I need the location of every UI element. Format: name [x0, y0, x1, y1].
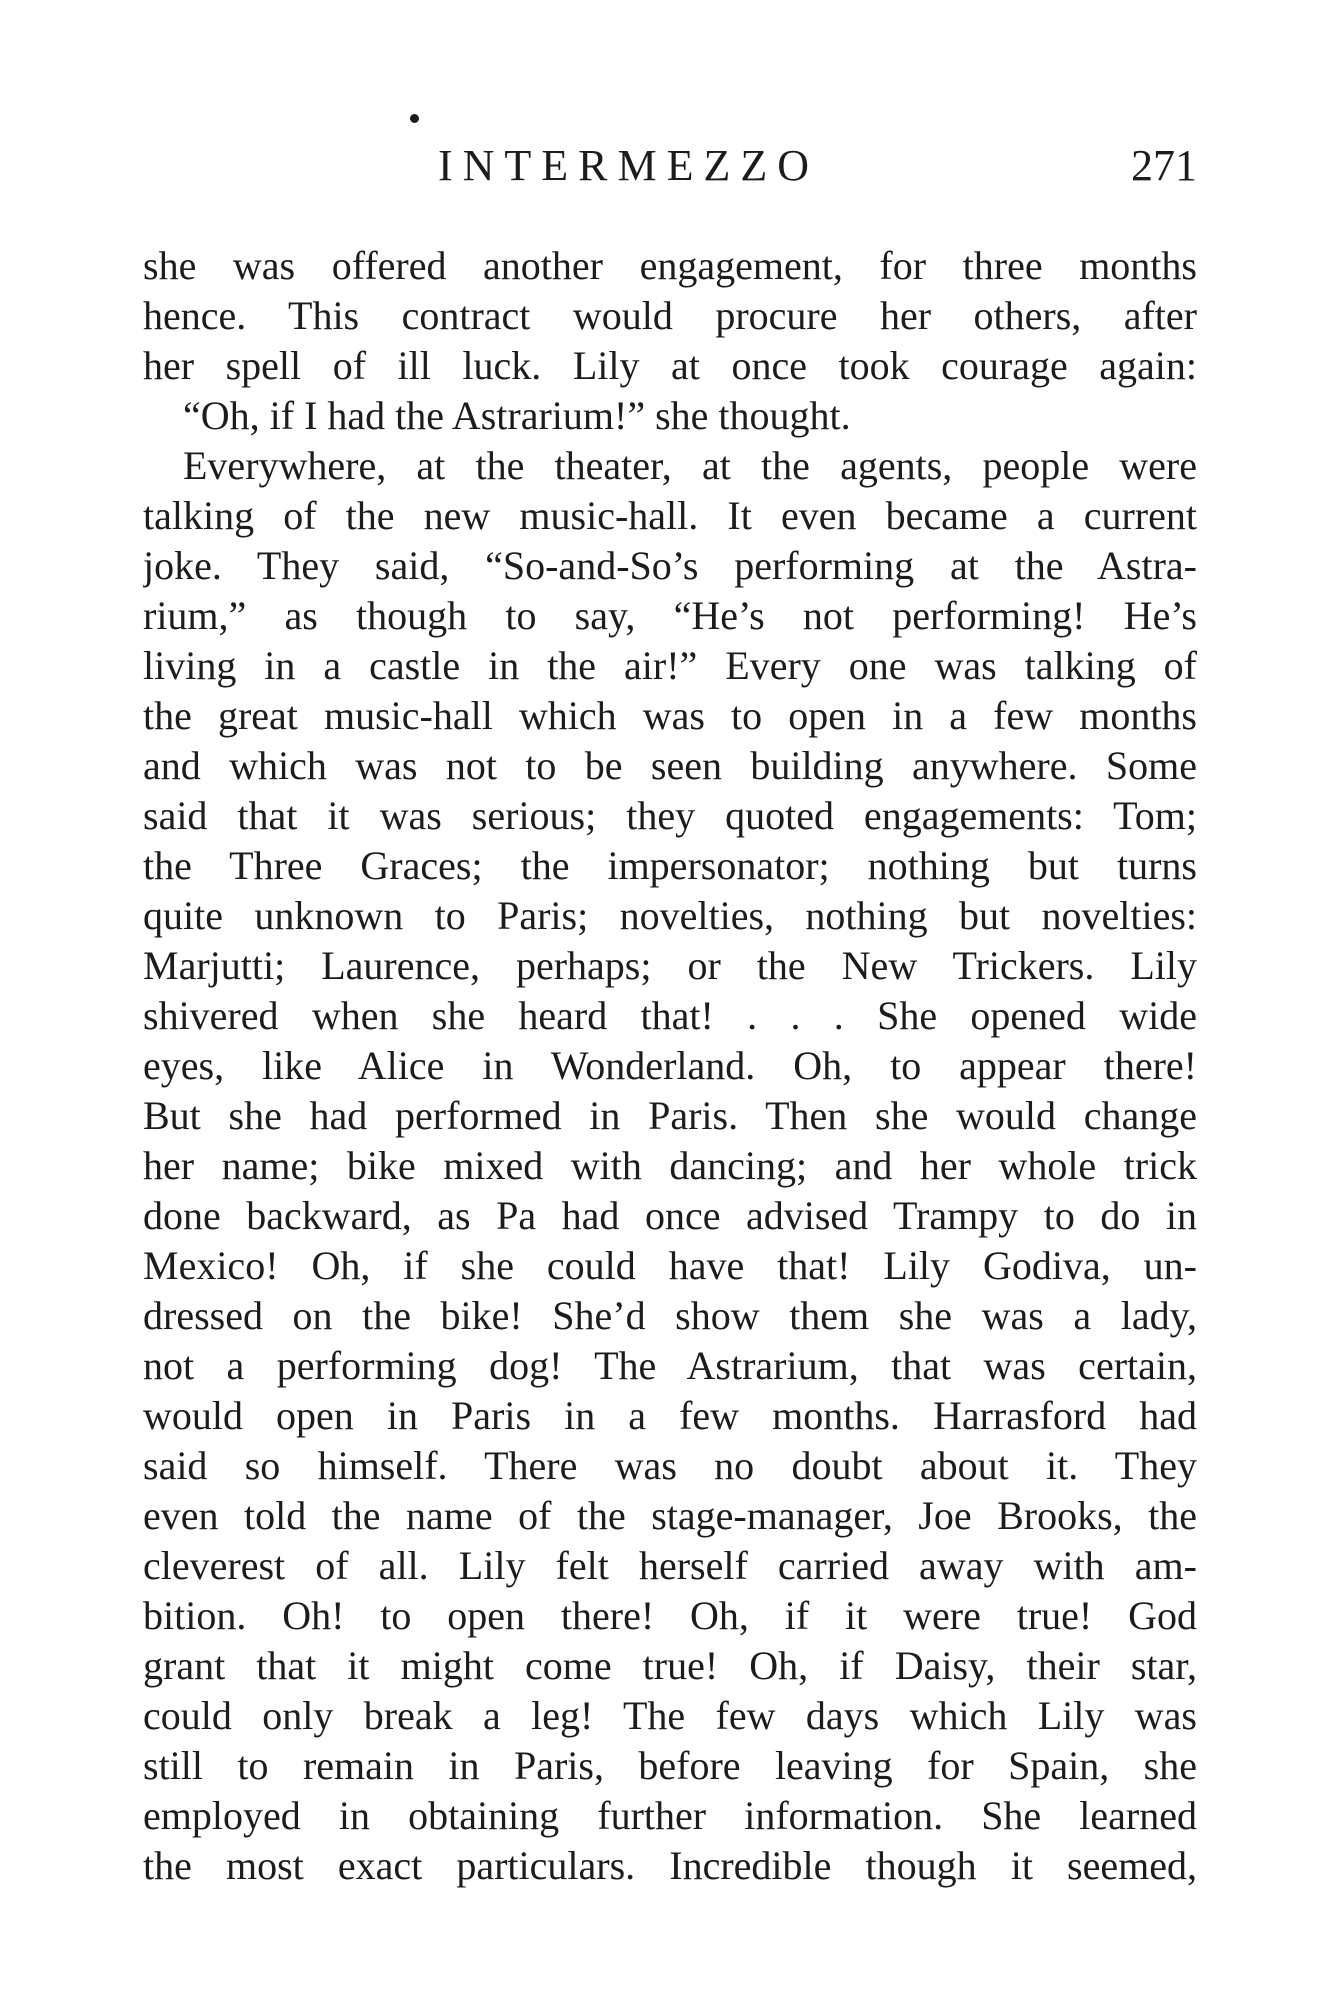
text-line: talking of the new music-hall. It even became a current	[143, 493, 1197, 538]
text-line: not a performing dog! The Astrarium, that was certain,	[143, 1343, 1197, 1388]
text-line: cleverest of all. Lily felt herself carried away with am-	[143, 1543, 1197, 1588]
text-line: shivered when she heard that! . . . She opened wide	[143, 993, 1197, 1038]
text-line: and which was not to be seen building anywhere. Some	[143, 743, 1197, 788]
page-number: 271	[1131, 141, 1197, 190]
text-line: rium,” as though to say, “He’s not performing! He’s	[143, 593, 1197, 638]
text-line: employed in obtaining further information. She learned	[143, 1793, 1197, 1838]
text-line: her spell of ill luck. Lily at once took courage again:	[143, 343, 1197, 388]
text-line: grant that it might come true! Oh, if Daisy, their star,	[143, 1643, 1197, 1688]
text-line: quite unknown to Paris; novelties, nothing but novelties:	[143, 893, 1197, 938]
text-line: done backward, as Pa had once advised Trampy to do in	[143, 1193, 1197, 1238]
text-line: But she had performed in Paris. Then she would change	[143, 1093, 1197, 1138]
text-line: said so himself. There was no doubt about it. They	[143, 1443, 1197, 1488]
text-line: would open in Paris in a few months. Harrasford had	[143, 1393, 1197, 1438]
text-line: Marjutti; Laurence, perhaps; or the New Trickers. Lily	[143, 943, 1197, 988]
text-line: the most exact particulars. Incredible though it seemed,	[143, 1843, 1197, 1888]
text-line: Everywhere, at the theater, at the agents, people were	[183, 443, 1197, 488]
text-line: eyes, like Alice in Wonderland. Oh, to appear there!	[143, 1043, 1197, 1088]
text-line: the Three Graces; the impersonator; nothing but turns	[143, 843, 1197, 888]
text-line: could only break a leg! The few days which Lily was	[143, 1693, 1197, 1738]
text-line: joke. They said, “So-and-So’s performing at the Astra-	[143, 543, 1197, 588]
text-line: her name; bike mixed with dancing; and her whole trick	[143, 1143, 1197, 1188]
text-line: said that it was serious; they quoted engagements: Tom;	[143, 793, 1197, 838]
text-line: the great music-hall which was to open in a few months	[143, 693, 1197, 738]
text-line: hence. This contract would procure her others, after	[143, 293, 1197, 338]
text-line: she was offered another engagement, for three months	[143, 243, 1197, 288]
text-line: “Oh, if I had the Astrarium!” she thought.	[183, 393, 851, 438]
text-line: dressed on the bike! She’d show them she was a lady,	[143, 1293, 1197, 1338]
text-line: Mexico! Oh, if she could have that! Lily Godiva, un-	[143, 1243, 1197, 1288]
text-line: bition. Oh! to open there! Oh, if it were true! God	[143, 1593, 1197, 1638]
ink-dot	[410, 114, 419, 123]
body-text	[143, 241, 1197, 1891]
running-title: INTERMEZZO	[438, 141, 820, 190]
text-line: still to remain in Paris, before leaving for Spain, she	[143, 1743, 1197, 1788]
text-line: living in a castle in the air!” Every one was talking of	[143, 643, 1197, 688]
running-head	[143, 136, 1197, 196]
text-line: even told the name of the stage-manager, Joe Brooks, the	[143, 1493, 1197, 1538]
